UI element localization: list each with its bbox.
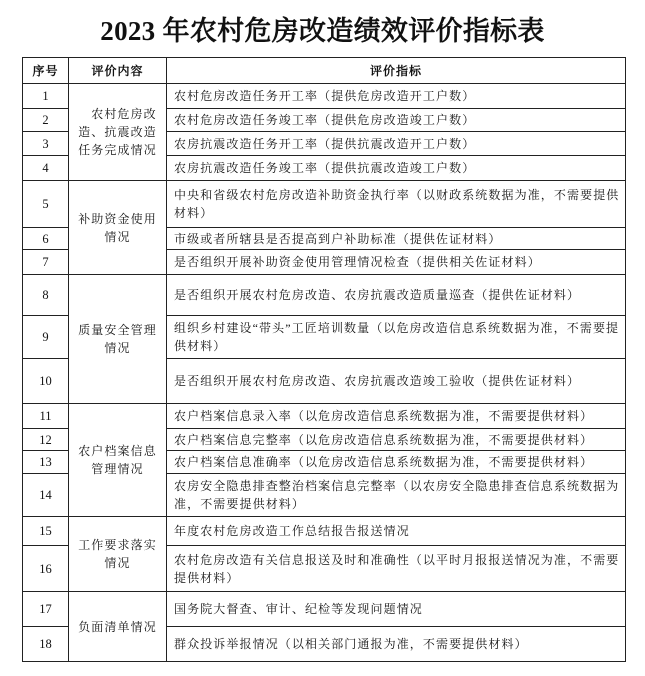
evaluation-content: 农户档案信息管理情况 (69, 404, 167, 517)
row-number: 9 (23, 316, 69, 359)
table-row (23, 275, 626, 316)
row-number: 2 (23, 109, 69, 132)
header-evaluation-indicator: 评价指标 (167, 58, 626, 84)
evaluation-indicator: 农户档案信息录入率（以危房改造信息系统数据为准，不需要提供材料） (167, 404, 626, 429)
row-number: 17 (23, 592, 69, 627)
evaluation-content: 质量安全管理情况 (69, 275, 167, 404)
indicator-table (22, 57, 626, 662)
row-number: 12 (23, 429, 69, 451)
evaluation-indicator: 是否组织开展补助资金使用管理情况检查（提供相关佐证材料） (167, 250, 626, 275)
evaluation-indicator: 农村危房改造任务竣工率（提供危房改造竣工户数） (167, 109, 626, 132)
row-number: 16 (23, 546, 69, 592)
evaluation-indicator: 国务院大督查、审计、纪检等发现问题情况 (167, 592, 626, 627)
row-number: 8 (23, 275, 69, 316)
evaluation-indicator: 群众投诉举报情况（以相关部门通报为准，不需要提供材料） (167, 627, 626, 662)
evaluation-indicator: 组织乡村建设“带头”工匠培训数量（以危房改造信息系统数据为准，不需要提供材料） (167, 316, 626, 359)
header-evaluation-content: 评价内容 (69, 58, 167, 84)
evaluation-indicator: 市级或者所辖县是否提高到户补助标准（提供佐证材料） (167, 228, 626, 250)
row-number: 18 (23, 627, 69, 662)
evaluation-indicator: 农村危房改造有关信息报送及时和准确性（以平时月报报送情况为准，不需要提供材料） (167, 546, 626, 592)
page-title: 2023 年农村危房改造绩效评价指标表 (100, 16, 545, 46)
row-number: 6 (23, 228, 69, 250)
evaluation-indicator: 农户档案信息准确率（以危房改造信息系统数据为准，不需要提供材料） (167, 451, 626, 474)
evaluation-indicator: 是否组织开展农村危房改造、农房抗震改造质量巡查（提供佐证材料） (167, 275, 626, 316)
row-number: 3 (23, 132, 69, 156)
row-number: 13 (23, 451, 69, 474)
header-row (23, 58, 626, 84)
evaluation-indicator: 是否组织开展农村危房改造、农房抗震改造竣工验收（提供佐证材料） (167, 359, 626, 404)
row-number: 5 (23, 181, 69, 228)
row-number: 1 (23, 84, 69, 109)
evaluation-content: 农村危房改造、抗震改造任务完成情况 (69, 84, 167, 181)
evaluation-content: 负面清单情况 (69, 592, 167, 662)
evaluation-indicator: 农房抗震改造任务竣工率（提供抗震改造竣工户数） (167, 156, 626, 181)
evaluation-indicator: 农房抗震改造任务开工率（提供抗震改造开工户数） (167, 132, 626, 156)
evaluation-content: 工作要求落实情况 (69, 517, 167, 592)
header-serial-number: 序号 (23, 58, 69, 84)
row-number: 4 (23, 156, 69, 181)
table-row (23, 181, 626, 228)
evaluation-indicator: 农户档案信息完整率（以危房改造信息系统数据为准，不需要提供材料） (167, 429, 626, 451)
table-row (23, 404, 626, 429)
table-row (23, 592, 626, 627)
evaluation-indicator: 农村危房改造任务开工率（提供危房改造开工户数） (167, 84, 626, 109)
row-number: 15 (23, 517, 69, 546)
table-row (23, 84, 626, 109)
row-number: 11 (23, 404, 69, 429)
evaluation-content: 补助资金使用情况 (69, 181, 167, 275)
row-number: 7 (23, 250, 69, 275)
evaluation-indicator: 年度农村危房改造工作总结报告报送情况 (167, 517, 626, 546)
row-number: 14 (23, 474, 69, 517)
evaluation-indicator: 中央和省级农村危房改造补助资金执行率（以财政系统数据为准，不需要提供材料） (167, 181, 626, 228)
evaluation-indicator: 农房安全隐患排查整治档案信息完整率（以农房安全隐患排查信息系统数据为准，不需要提供材料） (167, 474, 626, 517)
row-number: 10 (23, 359, 69, 404)
table-row (23, 517, 626, 546)
